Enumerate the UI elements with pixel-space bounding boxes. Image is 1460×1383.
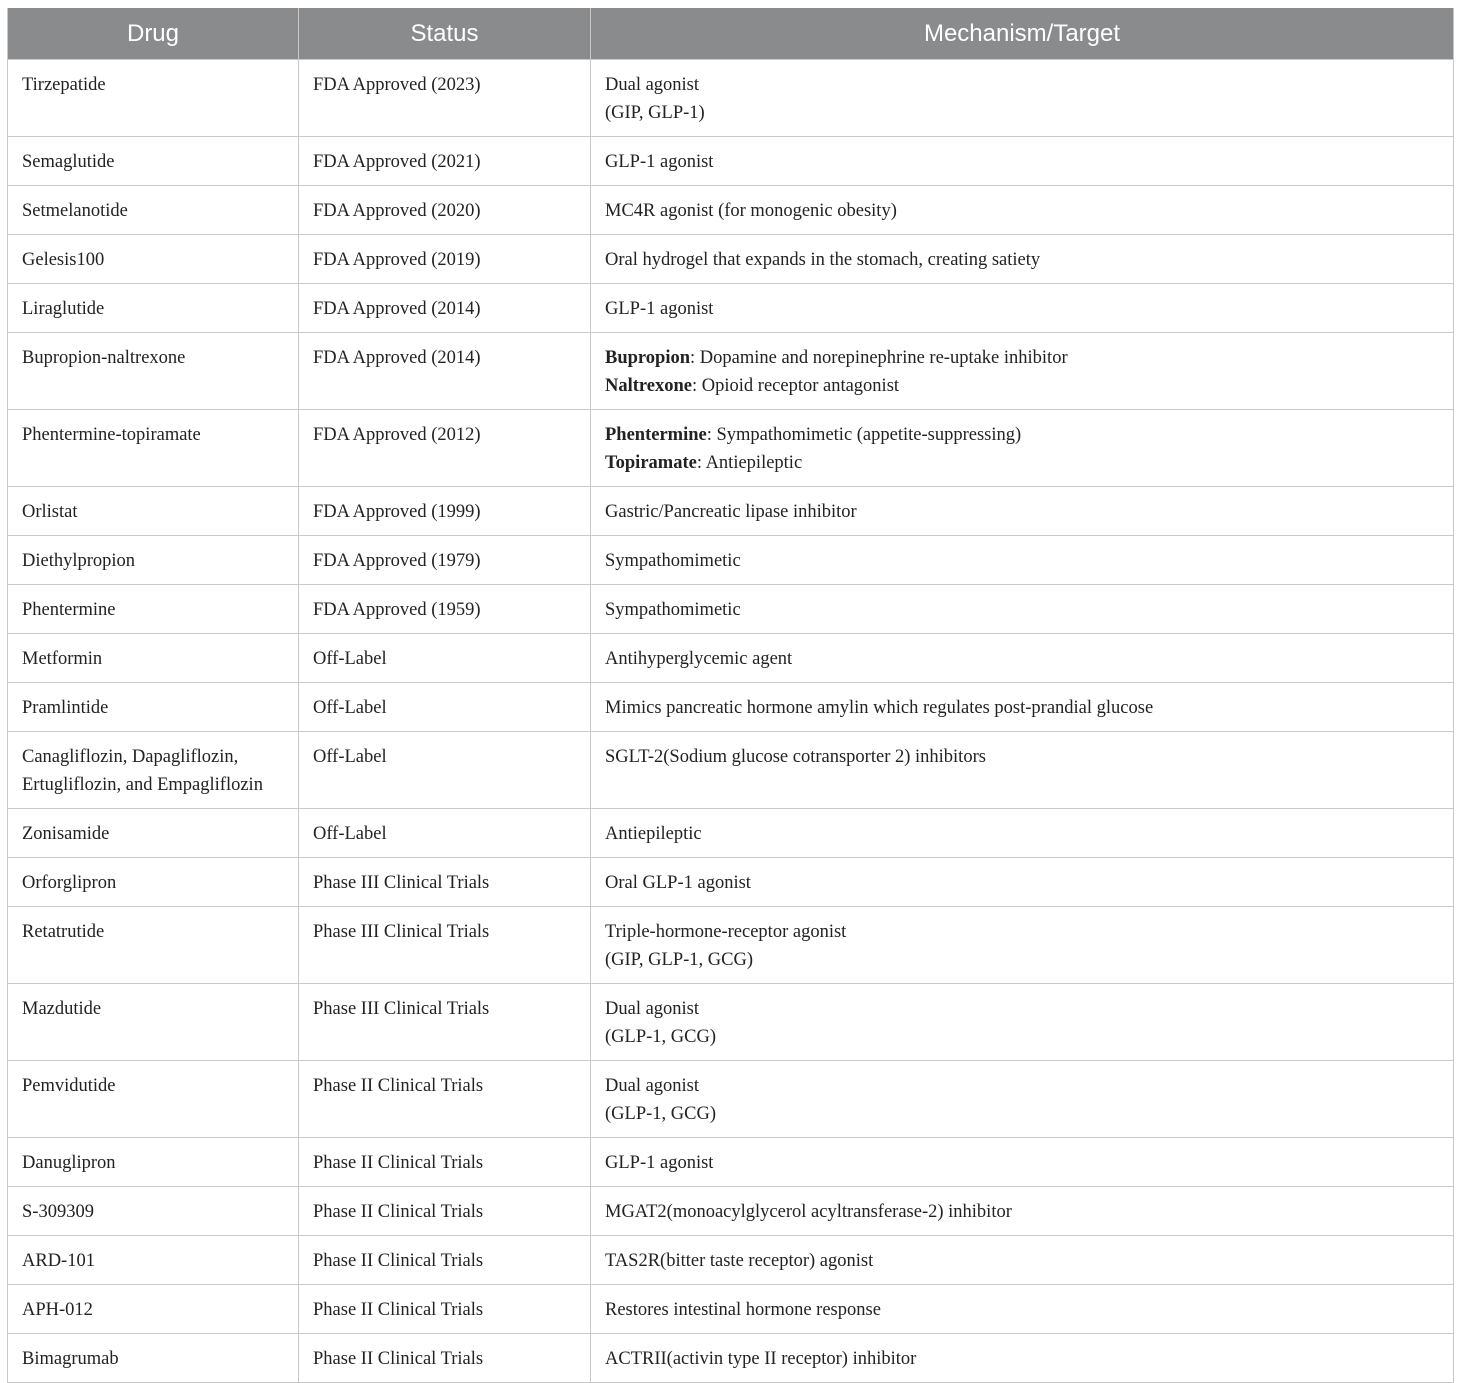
mechanism-line: [605, 498, 1439, 526]
mechanism-text: TAS2R(bitter taste receptor) agonist: [605, 1251, 874, 1271]
cell-mechanism: [591, 907, 1454, 984]
cell-mechanism: [591, 137, 1454, 186]
table-row: [8, 410, 1454, 487]
cell-mechanism: [591, 683, 1454, 732]
cell-mechanism: [591, 60, 1454, 137]
header-mechanism: Mechanism/Target: [591, 8, 1454, 60]
cell-mechanism: [591, 809, 1454, 858]
cell-drug: [8, 1061, 299, 1138]
mechanism-text: MGAT2(monoacylglycerol acyltransferase-2) inhibitor: [605, 1202, 1012, 1222]
mechanism-line: [605, 71, 1439, 99]
cell-drug: [8, 333, 299, 410]
cell-drug: [8, 60, 299, 137]
mechanism-component-name: Phentermine: [605, 425, 707, 445]
cell-status: FDA Approved (1999): [299, 487, 591, 536]
cell-mechanism: [591, 333, 1454, 410]
cell-mechanism: [591, 1061, 1454, 1138]
drug-name: Zonisamide: [22, 824, 110, 844]
cell-mechanism: [591, 634, 1454, 683]
cell-drug: [8, 487, 299, 536]
drug-name: Orlistat: [22, 502, 78, 522]
drug-name: Metformin: [22, 649, 103, 669]
drug-name: Ertugliflozin, and Empagliflozin: [22, 775, 263, 795]
mechanism-text: (GLP-1, GCG): [605, 1027, 716, 1047]
cell-status: FDA Approved (1979): [299, 536, 591, 585]
drug-name: S-309309: [22, 1202, 94, 1222]
mechanism-text: (GIP, GLP-1): [605, 103, 705, 123]
mechanism-line: [605, 99, 1439, 127]
table-row: [8, 732, 1454, 809]
cell-mechanism: [591, 858, 1454, 907]
cell-drug: [8, 284, 299, 333]
cell-mechanism: [591, 284, 1454, 333]
mechanism-line: [605, 197, 1439, 225]
mechanism-line: [605, 449, 1439, 477]
mechanism-text: Oral hydrogel that expands in the stomach, creating satiety: [605, 250, 1041, 270]
mechanism-line: [605, 421, 1439, 449]
mechanism-line: [605, 918, 1439, 946]
mechanism-line: [605, 820, 1439, 848]
cell-status: Off-Label: [299, 809, 591, 858]
table-body: [8, 60, 1454, 1383]
drug-name: Mazdutide: [22, 999, 102, 1019]
mechanism-line: [605, 1072, 1439, 1100]
cell-status: FDA Approved (2012): [299, 410, 591, 487]
cell-drug: [8, 1334, 299, 1383]
drug-name: Liraglutide: [22, 299, 105, 319]
cell-status: FDA Approved (2014): [299, 333, 591, 410]
cell-mechanism: [591, 1334, 1454, 1383]
cell-status: Phase II Clinical Trials: [299, 1236, 591, 1285]
table-row: [8, 683, 1454, 732]
drug-name: ARD-101: [22, 1251, 95, 1271]
mechanism-text: Gastric/Pancreatic lipase inhibitor: [605, 502, 857, 522]
cell-mechanism: [591, 186, 1454, 235]
cell-drug: [8, 1285, 299, 1334]
table-row: [8, 1138, 1454, 1187]
table-row: [8, 907, 1454, 984]
drug-name: Danuglipron: [22, 1153, 116, 1173]
mechanism-component-name: Naltrexone: [605, 376, 692, 396]
mechanism-line: [605, 743, 1439, 771]
mechanism-text: Antiepileptic: [605, 824, 702, 844]
cell-mechanism: [591, 1138, 1454, 1187]
cell-status: FDA Approved (2019): [299, 235, 591, 284]
table-row: [8, 60, 1454, 137]
mechanism-text: Sympathomimetic: [605, 600, 741, 620]
cell-drug: [8, 137, 299, 186]
mechanism-line: [605, 1023, 1439, 1051]
table-row: [8, 284, 1454, 333]
cell-status: FDA Approved (1959): [299, 585, 591, 634]
table-row: [8, 1187, 1454, 1236]
drug-name: Pramlintide: [22, 698, 109, 718]
table-row: [8, 235, 1454, 284]
mechanism-line: [605, 295, 1439, 323]
cell-status: Off-Label: [299, 732, 591, 809]
mechanism-text: Dual agonist: [605, 75, 700, 95]
mechanism-line: [605, 1345, 1439, 1373]
mechanism-text: SGLT-2(Sodium glucose cotransporter 2) inhibitors: [605, 747, 986, 767]
cell-drug: [8, 732, 299, 809]
cell-drug: [8, 683, 299, 732]
drug-name: Retatrutide: [22, 922, 105, 942]
mechanism-line: [605, 246, 1439, 274]
cell-status: Phase III Clinical Trials: [299, 984, 591, 1061]
drug-name: Pemvidutide: [22, 1076, 116, 1096]
cell-status: FDA Approved (2023): [299, 60, 591, 137]
mechanism-line: [605, 1100, 1439, 1128]
mechanism-text: Dual agonist: [605, 999, 700, 1019]
cell-drug: [8, 907, 299, 984]
drug-table: [7, 8, 1454, 1383]
drug-name: Gelesis100: [22, 250, 105, 270]
cell-drug: [8, 634, 299, 683]
cell-drug: [8, 809, 299, 858]
cell-mechanism: [591, 235, 1454, 284]
drug-name: Orforglipron: [22, 873, 117, 893]
cell-mechanism: [591, 410, 1454, 487]
cell-mechanism: [591, 1187, 1454, 1236]
mechanism-text: ACTRII(activin type II receptor) inhibitor: [605, 1349, 917, 1369]
mechanism-line: [605, 1149, 1439, 1177]
cell-drug: [8, 410, 299, 487]
table-row: [8, 137, 1454, 186]
table-row: [8, 1285, 1454, 1334]
mechanism-text: Mimics pancreatic hormone amylin which regulates post-prandial glucose: [605, 698, 1154, 718]
header-drug: Drug: [8, 8, 299, 60]
cell-drug: [8, 858, 299, 907]
cell-status: FDA Approved (2014): [299, 284, 591, 333]
cell-status: FDA Approved (2020): [299, 186, 591, 235]
cell-mechanism: [591, 1236, 1454, 1285]
cell-mechanism: [591, 585, 1454, 634]
mechanism-line: [605, 1247, 1439, 1275]
cell-drug: [8, 1187, 299, 1236]
mechanism-text: : Antiepileptic: [696, 453, 803, 473]
table-row: [8, 1061, 1454, 1138]
mechanism-text: GLP-1 agonist: [605, 1153, 714, 1173]
cell-drug: [8, 186, 299, 235]
cell-mechanism: [591, 984, 1454, 1061]
table-row: [8, 487, 1454, 536]
header-row: [8, 8, 1454, 60]
cell-status: Off-Label: [299, 634, 591, 683]
drug-name: APH-012: [22, 1300, 93, 1320]
mechanism-line: [605, 1296, 1439, 1324]
drug-name: Setmelanotide: [22, 201, 128, 221]
mechanism-text: Dual agonist: [605, 1076, 700, 1096]
cell-drug: [8, 1236, 299, 1285]
cell-drug: [8, 585, 299, 634]
mechanism-line: [605, 344, 1439, 372]
table-row: [8, 858, 1454, 907]
cell-drug: [8, 235, 299, 284]
cell-status: FDA Approved (2021): [299, 137, 591, 186]
drug-name: Semaglutide: [22, 152, 115, 172]
cell-status: Phase II Clinical Trials: [299, 1285, 591, 1334]
table-row: [8, 585, 1454, 634]
cell-mechanism: [591, 536, 1454, 585]
cell-status: Off-Label: [299, 683, 591, 732]
drug-name: Bupropion-naltrexone: [22, 348, 186, 368]
cell-status: Phase II Clinical Trials: [299, 1138, 591, 1187]
table-row: [8, 1334, 1454, 1383]
cell-status: Phase II Clinical Trials: [299, 1187, 591, 1236]
cell-drug: [8, 536, 299, 585]
mechanism-text: Antihyperglycemic agent: [605, 649, 793, 669]
mechanism-line: [605, 645, 1439, 673]
mechanism-line: [605, 946, 1439, 974]
mechanism-text: Triple-hormone-receptor agonist: [605, 922, 847, 942]
table-row: [8, 186, 1454, 235]
mechanism-text: GLP-1 agonist: [605, 299, 714, 319]
mechanism-line: [605, 148, 1439, 176]
mechanism-text: : Sympathomimetic (appetite-suppressing): [706, 425, 1022, 445]
mechanism-text: MC4R agonist (for monogenic obesity): [605, 201, 897, 221]
mechanism-text: : Dopamine and norepinephrine re-uptake inhibitor: [690, 348, 1068, 368]
cell-status: Phase II Clinical Trials: [299, 1334, 591, 1383]
mechanism-line: [605, 372, 1439, 400]
mechanism-component-name: Bupropion: [605, 348, 691, 368]
mechanism-text: (GLP-1, GCG): [605, 1104, 716, 1124]
table-header: [8, 8, 1454, 60]
mechanism-line: [605, 1198, 1439, 1226]
drug-name: Phentermine-topiramate: [22, 425, 201, 445]
cell-status: Phase III Clinical Trials: [299, 858, 591, 907]
mechanism-text: GLP-1 agonist: [605, 152, 714, 172]
cell-drug: [8, 1138, 299, 1187]
cell-status: Phase III Clinical Trials: [299, 907, 591, 984]
mechanism-line: [605, 547, 1439, 575]
mechanism-line: [605, 596, 1439, 624]
drug-name: Diethylpropion: [22, 551, 136, 571]
mechanism-text: Restores intestinal hormone response: [605, 1300, 881, 1320]
drug-name: Phentermine: [22, 600, 116, 620]
cell-mechanism: [591, 1285, 1454, 1334]
mechanism-text: Oral GLP-1 agonist: [605, 873, 751, 893]
drug-name: Tirzepatide: [22, 75, 106, 95]
table-row: [8, 333, 1454, 410]
header-status: Status: [299, 8, 591, 60]
mechanism-component-name: Topiramate: [605, 453, 697, 473]
mechanism-line: [605, 869, 1439, 897]
cell-mechanism: [591, 487, 1454, 536]
drug-name: Canagliflozin, Dapagliflozin,: [22, 747, 239, 767]
cell-status: Phase II Clinical Trials: [299, 1061, 591, 1138]
table-row: [8, 1236, 1454, 1285]
mechanism-line: [605, 694, 1439, 722]
mechanism-text: Sympathomimetic: [605, 551, 741, 571]
table-row: [8, 536, 1454, 585]
drug-name: Bimagrumab: [22, 1349, 119, 1369]
table-row: [8, 809, 1454, 858]
table-row: [8, 634, 1454, 683]
table-row: [8, 984, 1454, 1061]
cell-mechanism: [591, 732, 1454, 809]
mechanism-text: (GIP, GLP-1, GCG): [605, 950, 753, 970]
mechanism-text: : Opioid receptor antagonist: [692, 376, 900, 396]
mechanism-line: [605, 995, 1439, 1023]
cell-drug: [8, 984, 299, 1061]
